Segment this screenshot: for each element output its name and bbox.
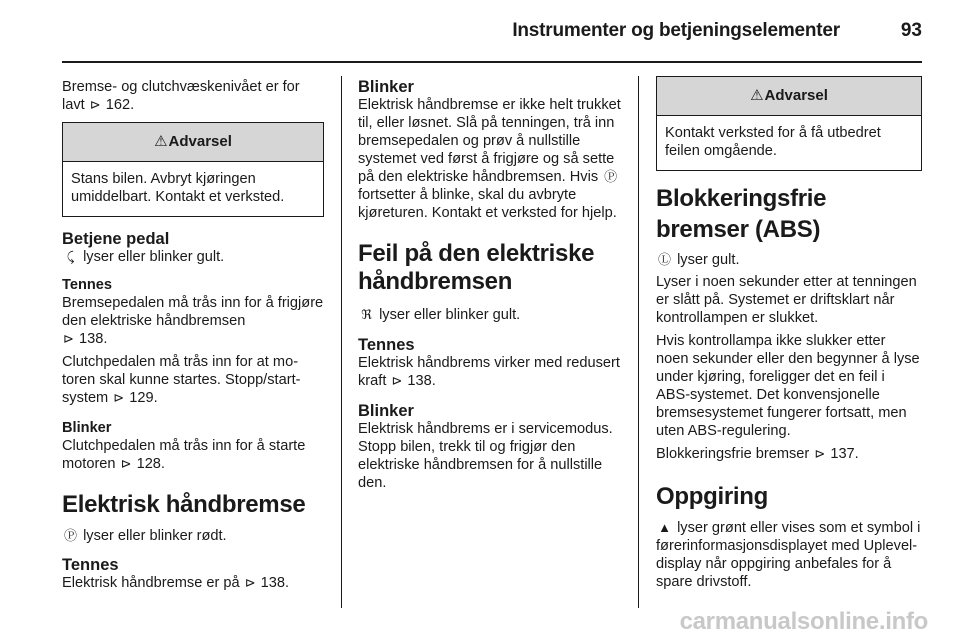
- reference-arrow-icon: ⊳: [120, 456, 132, 471]
- warning-triangle-icon: ⚠: [750, 87, 764, 104]
- pedal-paragraph: ⤹ lyser eller blinker gult.: [62, 248, 324, 266]
- section-heading: Betjene pedal: [62, 230, 170, 248]
- column-divider: [638, 76, 639, 608]
- reference-arrow-icon: ⊳: [244, 575, 256, 590]
- section-heading: Blokkeringsfrie bremser (ABS): [656, 185, 827, 243]
- warning-triangle-icon: ⚠: [154, 133, 168, 150]
- reference-arrow-icon: ⊳: [391, 373, 403, 388]
- tennes-paragraph: Bremsepedalen må trås inn for å frigjøre den elektriske håndbremsen ⊳ 138.: [62, 295, 324, 347]
- reference-arrow-icon: ⊳: [89, 97, 101, 112]
- tennes-paragraph: Elektrisk håndbrems virker med redusert kraft ⊳ 138.: [358, 355, 620, 389]
- abs-paragraph-4: Blokkeringsfrie bremser ⊳ 137.: [656, 446, 859, 462]
- abs-icon: Ⓛ: [657, 252, 671, 267]
- column-2: [358, 78, 624, 492]
- section-heading: Feil på den elektriske håndbremsen: [358, 240, 595, 295]
- subheading: Tennes: [62, 556, 119, 574]
- column-3: [656, 76, 922, 591]
- page-number: 93: [900, 20, 922, 41]
- section-heading: Elektrisk håndbremse: [62, 491, 306, 518]
- warning-box: [62, 122, 324, 217]
- subheading: Blinker: [62, 420, 112, 436]
- column-1: [62, 78, 324, 592]
- abs-paragraph-2: Lyser i noen sekunder etter at tenningen er slått på. Systemet er driftsklart når kontrollampen er slukket.: [656, 274, 917, 326]
- section-heading: Oppgiring: [656, 483, 768, 510]
- parking-brake-icon: Ⓟ: [63, 528, 77, 543]
- watermark: carmanualsonline.info: [679, 608, 928, 635]
- pedal-icon: ⤹: [66, 249, 75, 264]
- abs-paragraph-3: Hvis kontrollampa ikke slukker etter noen sekunder eller den begynner å lyse under kjøring, foreligger det en feil i ABS-systemet. Det konvensjonelle bremsesystemet fungerer fortsatt, men uten ABS-regulering.: [656, 333, 920, 439]
- reference-arrow-icon: ⊳: [63, 331, 74, 346]
- subheading: Blinker: [358, 402, 414, 420]
- upshift-icon: ▲: [658, 520, 671, 535]
- warning-header: ⚠Advarsel: [657, 77, 921, 116]
- brake-fault-icon: ℜ: [361, 307, 372, 322]
- ehb-paragraph: Ⓟ lyser eller blinker rødt.: [63, 528, 227, 544]
- abs-paragraph-1: Ⓛ lyser gult.: [657, 252, 740, 268]
- subheading: Tennes: [62, 277, 113, 293]
- subheading: Blinker: [358, 78, 414, 96]
- warning-header: ⚠Advarsel: [63, 123, 323, 162]
- clutch-paragraph: Clutchpedalen må trås inn for at motoren skal kunne startes. Stopp/start-system ⊳ 129.: [62, 354, 301, 406]
- shift-paragraph: ▲ lyser grønt eller vises som et symbol i førerinformasjonsdisplayet med Uplevel-display når oppgiring anbefales for å spare drivstoff.: [656, 520, 921, 590]
- column-divider: [341, 76, 342, 608]
- parking-brake-icon: Ⓟ: [604, 169, 618, 184]
- warning-text: Kontakt verksted for å få utbedret feilen omgående.: [665, 125, 881, 159]
- subheading: Tennes: [358, 336, 415, 354]
- reference-arrow-icon: ⊳: [113, 390, 125, 405]
- blinker-paragraph: Elektrisk håndbremse er ikke helt trukket til, eller løsnet. Slå på tenningen, trå inn bremsepedalen og prøv å nullstille systemet ved først å frigjøre og så sette på den elektriske håndbremsen. Hvis Ⓟ fortsetter å blinke, skal du avbryte kjøreturen. Kontakt et verksted for hjelp.: [358, 97, 621, 221]
- blinker-paragraph: Clutchpedalen må trås inn for å starte motoren ⊳ 128.: [62, 438, 306, 472]
- header-title: Instrumenter og betjeningselementer: [512, 20, 840, 41]
- ehb-tennes-paragraph: Elektrisk håndbremse er på ⊳ 138.: [62, 575, 290, 591]
- intro-paragraph: Bremse- og clutchvæskenivået er for lavt ⊳ 162.: [62, 79, 300, 113]
- header-rule: [62, 61, 922, 63]
- warning-box: [656, 76, 922, 171]
- warning-text: Stans bilen. Avbryt kjøringen umiddelbart. Kontakt et verksted.: [71, 171, 285, 205]
- fault-paragraph: ℜ lyser eller blinker gult.: [358, 306, 624, 324]
- reference-arrow-icon: ⊳: [814, 446, 826, 461]
- blinker2-paragraph: Elektrisk håndbrems er i servicemodus. Stopp bilen, trekk til og frigjør den elektriske håndbremsen for å nullstille den.: [358, 421, 613, 491]
